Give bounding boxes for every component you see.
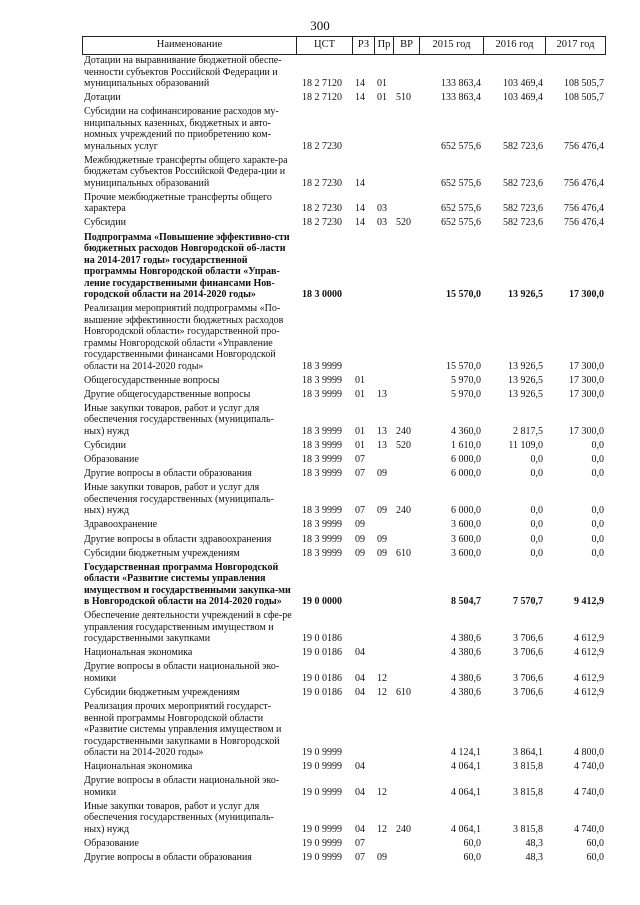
row-vr: 610	[396, 687, 411, 699]
row-pr: 13	[377, 425, 387, 437]
row-2017: 0,0	[591, 519, 604, 531]
row-2017: 0,0	[591, 505, 604, 517]
row-rz: 04	[355, 761, 365, 773]
row-2017: 4 800,0	[574, 747, 604, 759]
row-rz: 09	[355, 533, 365, 545]
row-name: Реализация прочих мероприятий государст-венной программы Новгородской области «Развитие системы управления имуществом и государственными закупками в Новгородской области на 2014-2020 годы»	[84, 701, 282, 759]
row-rz: 07	[355, 838, 365, 850]
row-name: Общегосударственные вопросы	[84, 374, 220, 386]
row-rz: 04	[355, 823, 365, 835]
row-name: Национальная экономика	[84, 647, 193, 659]
table-row	[82, 482, 606, 517]
row-2016: 3 706,6	[513, 647, 543, 659]
table-row	[82, 92, 606, 104]
row-name: Национальная экономика	[84, 761, 193, 773]
row-name: Иные закупки товаров, работ и услуг для обеспечения государственных (муниципаль-ных) нужд	[84, 800, 274, 835]
row-name: Подпрограмма «Повышение эффективно-сти бюджетных расходов Новгородской об-ласти на 2014-2017 годы» государственной программы Новгородской области «Управ-ление государственными финансами Нов-городской области на 2014-2020 годы»	[84, 231, 290, 301]
row-2016: 3 864,1	[513, 747, 543, 759]
table-body	[82, 55, 606, 864]
header-vr: ВР	[393, 37, 419, 54]
row-2016: 582 723,6	[503, 217, 543, 229]
row-2015: 3 600,0	[451, 519, 481, 531]
row-pr: 09	[377, 852, 387, 864]
row-cst: 18 2 7230	[302, 203, 342, 215]
row-rz: 07	[355, 852, 365, 864]
row-cst: 19 0 9999	[302, 747, 342, 759]
row-cst: 18 3 9999	[302, 425, 342, 437]
table-row	[82, 701, 606, 759]
table-row	[82, 217, 606, 229]
header-2017: 2017 год	[545, 37, 606, 54]
row-2017: 0,0	[591, 454, 604, 466]
row-rz: 14	[355, 78, 365, 89]
row-rz: 01	[355, 374, 365, 386]
budget-table	[82, 36, 606, 866]
row-2015: 652 575,6	[441, 177, 481, 189]
row-name: Прочие межбюджетные трансферты общего характера	[84, 191, 272, 215]
row-2016: 3 706,6	[513, 672, 543, 684]
row-2016: 0,0	[530, 505, 543, 517]
row-vr: 240	[396, 823, 411, 835]
row-2016: 48,3	[525, 852, 543, 864]
row-vr: 240	[396, 505, 411, 517]
row-2017: 0,0	[591, 468, 604, 480]
row-cst: 19 0 0186	[302, 647, 342, 659]
row-2015: 6 000,0	[451, 454, 481, 466]
row-cst: 19 0 9999	[302, 761, 342, 773]
row-pr: 01	[377, 92, 387, 104]
row-2015: 8 504,7	[451, 596, 481, 608]
header-name: Наименование	[82, 37, 296, 54]
table-row	[82, 468, 606, 480]
row-name: Обеспечение деятельности учреждений в сфе-ре управления государственным имуществом и государственными закупками	[84, 610, 292, 645]
table-row	[82, 534, 606, 546]
row-vr: 520	[396, 217, 411, 229]
row-2015: 3 600,0	[451, 547, 481, 559]
row-name: Иные закупки товаров, работ и услуг для обеспечения государственных (муниципаль-ных) нужд	[84, 482, 274, 517]
row-cst: 19 0 0186	[302, 687, 342, 699]
row-name: Межбюджетные трансферты общего характе-ра бюджетам субъектов Российской Федера-ции и муниципальных образований	[84, 154, 288, 189]
row-pr: 01	[377, 78, 387, 89]
table-row	[82, 440, 606, 452]
table-row	[82, 155, 606, 190]
row-cst: 19 0 9999	[302, 823, 342, 835]
header-pr: Пр	[374, 37, 393, 54]
row-2016: 103 469,4	[503, 78, 543, 89]
row-rz: 04	[355, 687, 365, 699]
row-2016: 582 723,6	[503, 140, 543, 152]
row-2015: 4 064,1	[451, 786, 481, 798]
row-name: Другие вопросы в области национальной эко-номики	[84, 775, 280, 798]
row-2017: 4 612,9	[574, 672, 604, 684]
table-row	[82, 303, 606, 372]
row-cst: 18 3 9999	[302, 374, 342, 386]
row-name: Реализация мероприятий подпрограммы «По-вышение эффективности бюджетных расходов Новгородской области» государственной про-граммы Новгородской области «Управление государственными финансами Новгородской области на 2014-2020 годы»	[84, 303, 284, 372]
header-2015: 2015 год	[419, 37, 483, 54]
row-2016: 0,0	[530, 454, 543, 466]
table-row	[82, 55, 606, 90]
row-2017: 756 476,4	[564, 177, 604, 189]
row-pr: 12	[377, 687, 387, 699]
row-2015: 652 575,6	[441, 140, 481, 152]
row-2016: 48,3	[525, 838, 543, 850]
row-rz: 01	[355, 425, 365, 437]
row-rz: 09	[355, 519, 365, 531]
row-rz: 09	[355, 547, 365, 559]
row-cst: 18 3 9999	[302, 468, 342, 480]
table-row	[82, 687, 606, 699]
row-pr: 12	[377, 672, 387, 684]
row-2016: 3 706,6	[513, 687, 543, 699]
row-2015: 4 380,6	[451, 687, 481, 699]
row-2016: 13 926,5	[508, 360, 543, 372]
row-2016: 582 723,6	[503, 203, 543, 215]
row-name: Другие вопросы в области национальной эко-номики	[84, 661, 280, 684]
table-row	[82, 106, 606, 152]
row-2016: 3 815,8	[513, 761, 543, 773]
row-name: Государственная программа Новгородской области «Развитие системы управления имуществом и государственными закупка-ми в Новгородской области на 2014-2020 годы»	[84, 561, 291, 608]
table-row	[82, 801, 606, 836]
row-cst: 19 0 0186	[302, 672, 342, 684]
row-2015: 652 575,6	[441, 203, 481, 215]
row-name: Субсидии на софинансирование расходов му-ниципальных казенных, бюджетных и авто-номных учреждений по приобретению ком-мунальных услуг	[84, 106, 279, 152]
row-2016: 0,0	[530, 547, 543, 559]
row-name: Дотации на выравнивание бюджетной обеспе-ченности субъектов Российской Федерации и муниципальных образований	[84, 55, 282, 89]
row-rz: 14	[355, 92, 365, 104]
row-cst: 18 2 7230	[302, 177, 342, 189]
row-2015: 4 380,6	[451, 647, 481, 659]
row-rz: 04	[355, 672, 365, 684]
row-pr: 09	[377, 547, 387, 559]
table-row	[82, 761, 606, 773]
header-cst: ЦСТ	[296, 37, 352, 54]
row-2016: 11 109,0	[508, 440, 543, 452]
table-row	[82, 610, 606, 645]
row-cst: 18 3 9999	[302, 519, 342, 531]
table-row	[82, 838, 606, 850]
row-2016: 3 706,6	[513, 633, 543, 645]
row-cst: 19 0 9999	[302, 852, 342, 864]
row-2015: 4 064,1	[451, 823, 481, 835]
row-vr: 520	[396, 440, 411, 452]
row-2017: 4 740,0	[574, 823, 604, 835]
row-2015: 133 863,4	[441, 92, 481, 104]
row-2017: 17 300,0	[569, 360, 604, 372]
table-row	[82, 454, 606, 466]
row-2017: 4 740,0	[574, 786, 604, 798]
row-cst: 19 0 0000	[302, 596, 342, 608]
row-2017: 4 612,9	[574, 647, 604, 659]
row-name: Субсидии	[84, 217, 126, 229]
table-row	[82, 647, 606, 659]
table-row	[82, 389, 606, 401]
row-rz: 07	[355, 468, 365, 480]
table-row	[82, 519, 606, 531]
row-2017: 108 505,7	[564, 78, 604, 89]
row-2017: 9 412,9	[574, 596, 604, 608]
row-rz: 14	[355, 203, 365, 215]
table-header	[82, 36, 606, 55]
row-name: Субсидии	[84, 440, 126, 452]
row-2017: 756 476,4	[564, 140, 604, 152]
row-pr: 03	[377, 203, 387, 215]
row-2017: 756 476,4	[564, 203, 604, 215]
row-name: Образование	[84, 838, 139, 850]
row-pr: 03	[377, 217, 387, 229]
row-2015: 652 575,6	[441, 217, 481, 229]
row-2016: 0,0	[530, 519, 543, 531]
row-2017: 108 505,7	[564, 92, 604, 104]
row-2016: 0,0	[530, 533, 543, 545]
row-cst: 18 2 7120	[302, 78, 342, 89]
row-pr: 13	[377, 440, 387, 452]
row-name: Другие вопросы в области образования	[84, 468, 252, 480]
row-rz: 14	[355, 217, 365, 229]
row-2017: 4 740,0	[574, 761, 604, 773]
table-row	[82, 375, 606, 387]
row-name: Другие вопросы в области образования	[84, 852, 252, 864]
row-2017: 4 612,9	[574, 687, 604, 699]
row-vr: 510	[396, 92, 411, 104]
row-pr: 09	[377, 533, 387, 545]
row-vr: 610	[396, 547, 411, 559]
row-rz: 01	[355, 388, 365, 400]
table-row	[82, 562, 606, 608]
row-pr: 13	[377, 388, 387, 400]
table-row	[82, 192, 606, 215]
row-pr: 12	[377, 786, 387, 798]
row-2015: 4 380,6	[451, 633, 481, 645]
row-cst: 19 0 9999	[302, 838, 342, 850]
row-2015: 4 380,6	[451, 672, 481, 684]
row-name: Образование	[84, 454, 139, 466]
row-2016: 3 815,8	[513, 786, 543, 798]
row-rz: 07	[355, 505, 365, 517]
row-2017: 60,0	[586, 852, 604, 864]
row-name: Субсидии бюджетным учреждениям	[84, 547, 240, 559]
header-2016: 2016 год	[483, 37, 545, 54]
row-2017: 17 300,0	[569, 388, 604, 400]
row-name: Другие вопросы в области здравоохранения	[84, 533, 272, 545]
row-2015: 15 570,0	[446, 360, 481, 372]
row-2017: 756 476,4	[564, 217, 604, 229]
row-2017: 17 300,0	[569, 374, 604, 386]
row-2016: 13 926,5	[508, 388, 543, 400]
row-cst: 19 0 9999	[302, 786, 342, 798]
row-cst: 18 2 7230	[302, 217, 342, 229]
row-cst: 18 3 9999	[302, 440, 342, 452]
row-name: Другие общегосударственные вопросы	[84, 388, 251, 400]
row-2015: 4 124,1	[451, 747, 481, 759]
row-2016: 13 926,5	[508, 374, 543, 386]
row-cst: 18 3 9999	[302, 547, 342, 559]
row-cst: 18 3 9999	[302, 533, 342, 545]
row-2017: 0,0	[591, 533, 604, 545]
row-rz: 14	[355, 177, 365, 189]
row-rz: 07	[355, 454, 365, 466]
row-pr: 12	[377, 823, 387, 835]
header-rz: РЗ	[352, 37, 374, 54]
row-2017: 0,0	[591, 440, 604, 452]
table-row	[82, 852, 606, 864]
row-2015: 3 600,0	[451, 533, 481, 545]
row-2017: 60,0	[586, 838, 604, 850]
row-2015: 6 000,0	[451, 505, 481, 517]
row-2017: 0,0	[591, 547, 604, 559]
row-2016: 13 926,5	[508, 289, 543, 301]
row-2015: 5 970,0	[451, 374, 481, 386]
row-2015: 15 570,0	[446, 289, 481, 301]
row-2015: 4 064,1	[451, 761, 481, 773]
row-2016: 7 570,7	[513, 596, 543, 608]
row-cst: 18 3 0000	[302, 289, 342, 301]
row-cst: 18 3 9999	[302, 454, 342, 466]
row-2016: 3 815,8	[513, 823, 543, 835]
row-cst: 18 3 9999	[302, 505, 342, 517]
table-row	[82, 232, 606, 301]
row-name: Дотации	[84, 92, 121, 104]
row-2016: 582 723,6	[503, 177, 543, 189]
row-cst: 18 3 9999	[302, 388, 342, 400]
row-2016: 2 817,5	[513, 425, 543, 437]
row-2017: 17 300,0	[569, 289, 604, 301]
page-number: 300	[310, 18, 330, 33]
table-row	[82, 775, 606, 798]
row-name: Субсидии бюджетным учреждениям	[84, 687, 240, 699]
row-rz: 01	[355, 440, 365, 452]
row-2016: 0,0	[530, 468, 543, 480]
table-row	[82, 548, 606, 560]
table-row	[82, 403, 606, 438]
row-2015: 4 360,0	[451, 425, 481, 437]
row-2015: 6 000,0	[451, 468, 481, 480]
row-2017: 17 300,0	[569, 425, 604, 437]
row-2015: 1 610,0	[451, 440, 481, 452]
row-2015: 5 970,0	[451, 388, 481, 400]
row-cst: 18 2 7120	[302, 92, 342, 104]
row-pr: 09	[377, 468, 387, 480]
row-2016: 103 469,4	[503, 92, 543, 104]
row-rz: 04	[355, 786, 365, 798]
row-name: Здравоохранение	[84, 519, 158, 531]
row-cst: 18 2 7230	[302, 140, 342, 152]
table-row	[82, 661, 606, 684]
row-rz: 04	[355, 647, 365, 659]
row-name: Иные закупки товаров, работ и услуг для обеспечения государственных (муниципаль-ных) нужд	[84, 402, 274, 437]
row-2015: 60,0	[463, 838, 481, 850]
row-2015: 60,0	[463, 852, 481, 864]
row-cst: 19 0 0186	[302, 633, 342, 645]
row-vr: 240	[396, 425, 411, 437]
row-pr: 09	[377, 505, 387, 517]
row-2015: 133 863,4	[441, 78, 481, 89]
row-2017: 4 612,9	[574, 633, 604, 645]
row-cst: 18 3 9999	[302, 360, 342, 372]
